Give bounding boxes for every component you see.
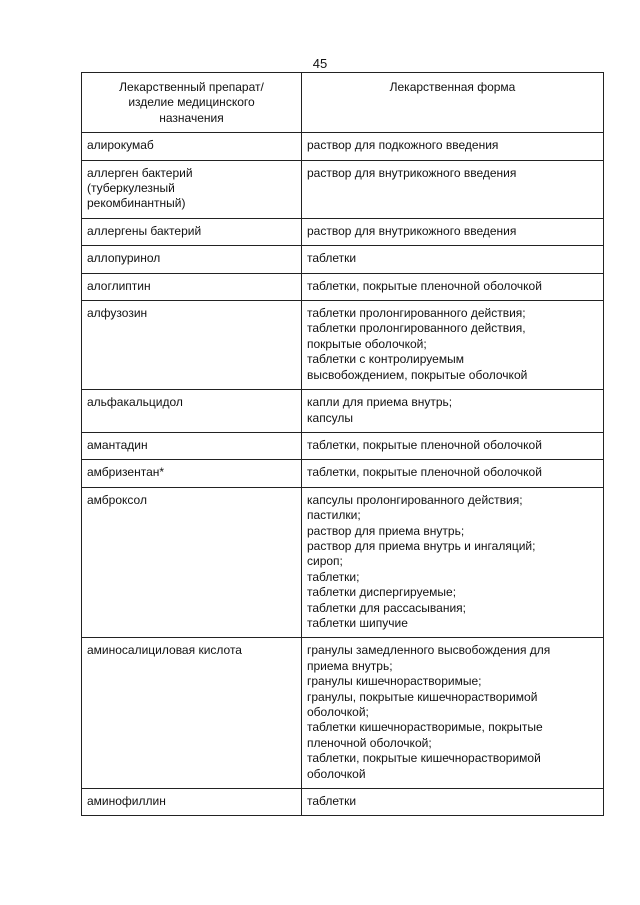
drug-name-line: (туберкулезный [87, 181, 175, 196]
form-line: оболочкой; [307, 705, 369, 719]
form-line: гранулы, покрытые кишечнорастворимой [307, 689, 538, 704]
form-line: раствор для приема внутрь; [307, 523, 465, 538]
table-row [82, 160, 604, 218]
form-line: таблетки [307, 251, 357, 266]
header-line: Лекарственный препарат/ [119, 80, 264, 94]
form-line: пастилки; [307, 508, 361, 523]
drug-name-line: аллергены бактерий [87, 223, 202, 238]
drug-name-line: аллерген бактерий [87, 165, 193, 180]
drug-cell [82, 638, 302, 789]
table-header-row [82, 73, 604, 133]
table-row [82, 432, 604, 459]
form-line: таблетки [307, 794, 357, 809]
table-row [82, 789, 604, 816]
form-cell [302, 638, 604, 789]
drug-cell [82, 460, 302, 487]
form-line: таблетки, покрытые пленочной оболочкой [307, 437, 542, 452]
table-row [82, 460, 604, 487]
form-cell [302, 487, 604, 638]
drug-name-line: алоглиптин [87, 278, 151, 293]
form-line: пленочной оболочкой; [307, 735, 432, 750]
drug-cell [82, 301, 302, 390]
form-cell [302, 273, 604, 300]
table-row [82, 273, 604, 300]
drug-cell [82, 218, 302, 245]
form-line: приема внутрь; [307, 658, 393, 673]
form-line: таблетки диспергируемые; [307, 585, 457, 600]
drug-name-line: аминосалициловая кислота [87, 643, 242, 658]
drug-name-line: альфакальцидол [87, 395, 183, 410]
form-line: таблетки, покрытые пленочной оболочкой [307, 465, 542, 480]
table-row [82, 133, 604, 160]
drug-name-line: амантадин [87, 437, 148, 452]
form-line: таблетки с контролируемым [307, 352, 464, 367]
form-line: капли для приема внутрь; [307, 395, 453, 410]
header-line: назначения [159, 110, 224, 125]
form-line: гранулы кишечнорастворимые; [307, 674, 482, 689]
drug-cell [82, 273, 302, 300]
form-line: таблетки; [307, 569, 360, 584]
drug-name-line: алфузозин [87, 306, 148, 321]
form-line: таблетки шипучие [307, 615, 408, 630]
header-form [302, 73, 604, 133]
form-line: капсулы пролонгированного действия; [307, 492, 523, 507]
form-cell [302, 432, 604, 459]
form-cell [302, 460, 604, 487]
form-line: таблетки для рассасывания; [307, 600, 466, 615]
form-line: оболочкой [307, 766, 366, 781]
drug-name-line: рекомбинантный) [87, 196, 186, 211]
drug-name-line: амбризентан* [87, 465, 165, 480]
form-cell [302, 133, 604, 160]
drug-cell [82, 432, 302, 459]
form-line: капсулы [307, 410, 354, 425]
header-line: Лекарственная форма [389, 80, 516, 94]
table-row [82, 301, 604, 390]
form-line: покрытые оболочкой; [307, 336, 427, 351]
drug-cell [82, 390, 302, 433]
drug-cell [82, 487, 302, 638]
form-line: раствор для подкожного введения [307, 138, 499, 153]
form-line: сироп; [307, 554, 343, 569]
form-cell [302, 789, 604, 816]
drug-cell [82, 160, 302, 218]
table-row [82, 487, 604, 638]
form-line: раствор для приема внутрь и ингаляций; [307, 538, 536, 553]
header-drug [82, 73, 302, 133]
page-number: 45 [312, 56, 328, 71]
table-row [82, 638, 604, 789]
form-line: высвобождением, покрытые оболочкой [307, 367, 528, 382]
table-row [82, 218, 604, 245]
drug-name-line: аминофиллин [87, 794, 166, 809]
form-cell [302, 301, 604, 390]
drug-cell [82, 246, 302, 273]
drug-forms-table [81, 72, 604, 816]
drug-cell [82, 789, 302, 816]
form-line: таблетки пролонгированного действия; [307, 306, 526, 321]
form-line: раствор для внутрикожного введения [307, 165, 517, 180]
form-cell [302, 390, 604, 433]
drug-name-line: аллопуринол [87, 251, 161, 266]
form-line: таблетки пролонгированного действия, [307, 321, 526, 336]
drug-cell [82, 133, 302, 160]
form-cell [302, 246, 604, 273]
header-line: изделие медицинского [128, 95, 255, 110]
form-line: таблетки, покрытые кишечнорастворимой [307, 751, 541, 766]
drug-name-line: алирокумаб [87, 138, 154, 153]
form-line: таблетки кишечнорастворимые, покрытые [307, 720, 543, 735]
drug-name-line: амброксол [87, 492, 147, 507]
form-cell [302, 218, 604, 245]
form-cell [302, 160, 604, 218]
form-line: раствор для внутрикожного введения [307, 223, 517, 238]
table-row [82, 390, 604, 433]
table-row [82, 246, 604, 273]
form-line: гранулы замедленного высвобождения для [307, 643, 551, 658]
form-line: таблетки, покрытые пленочной оболочкой [307, 278, 542, 293]
